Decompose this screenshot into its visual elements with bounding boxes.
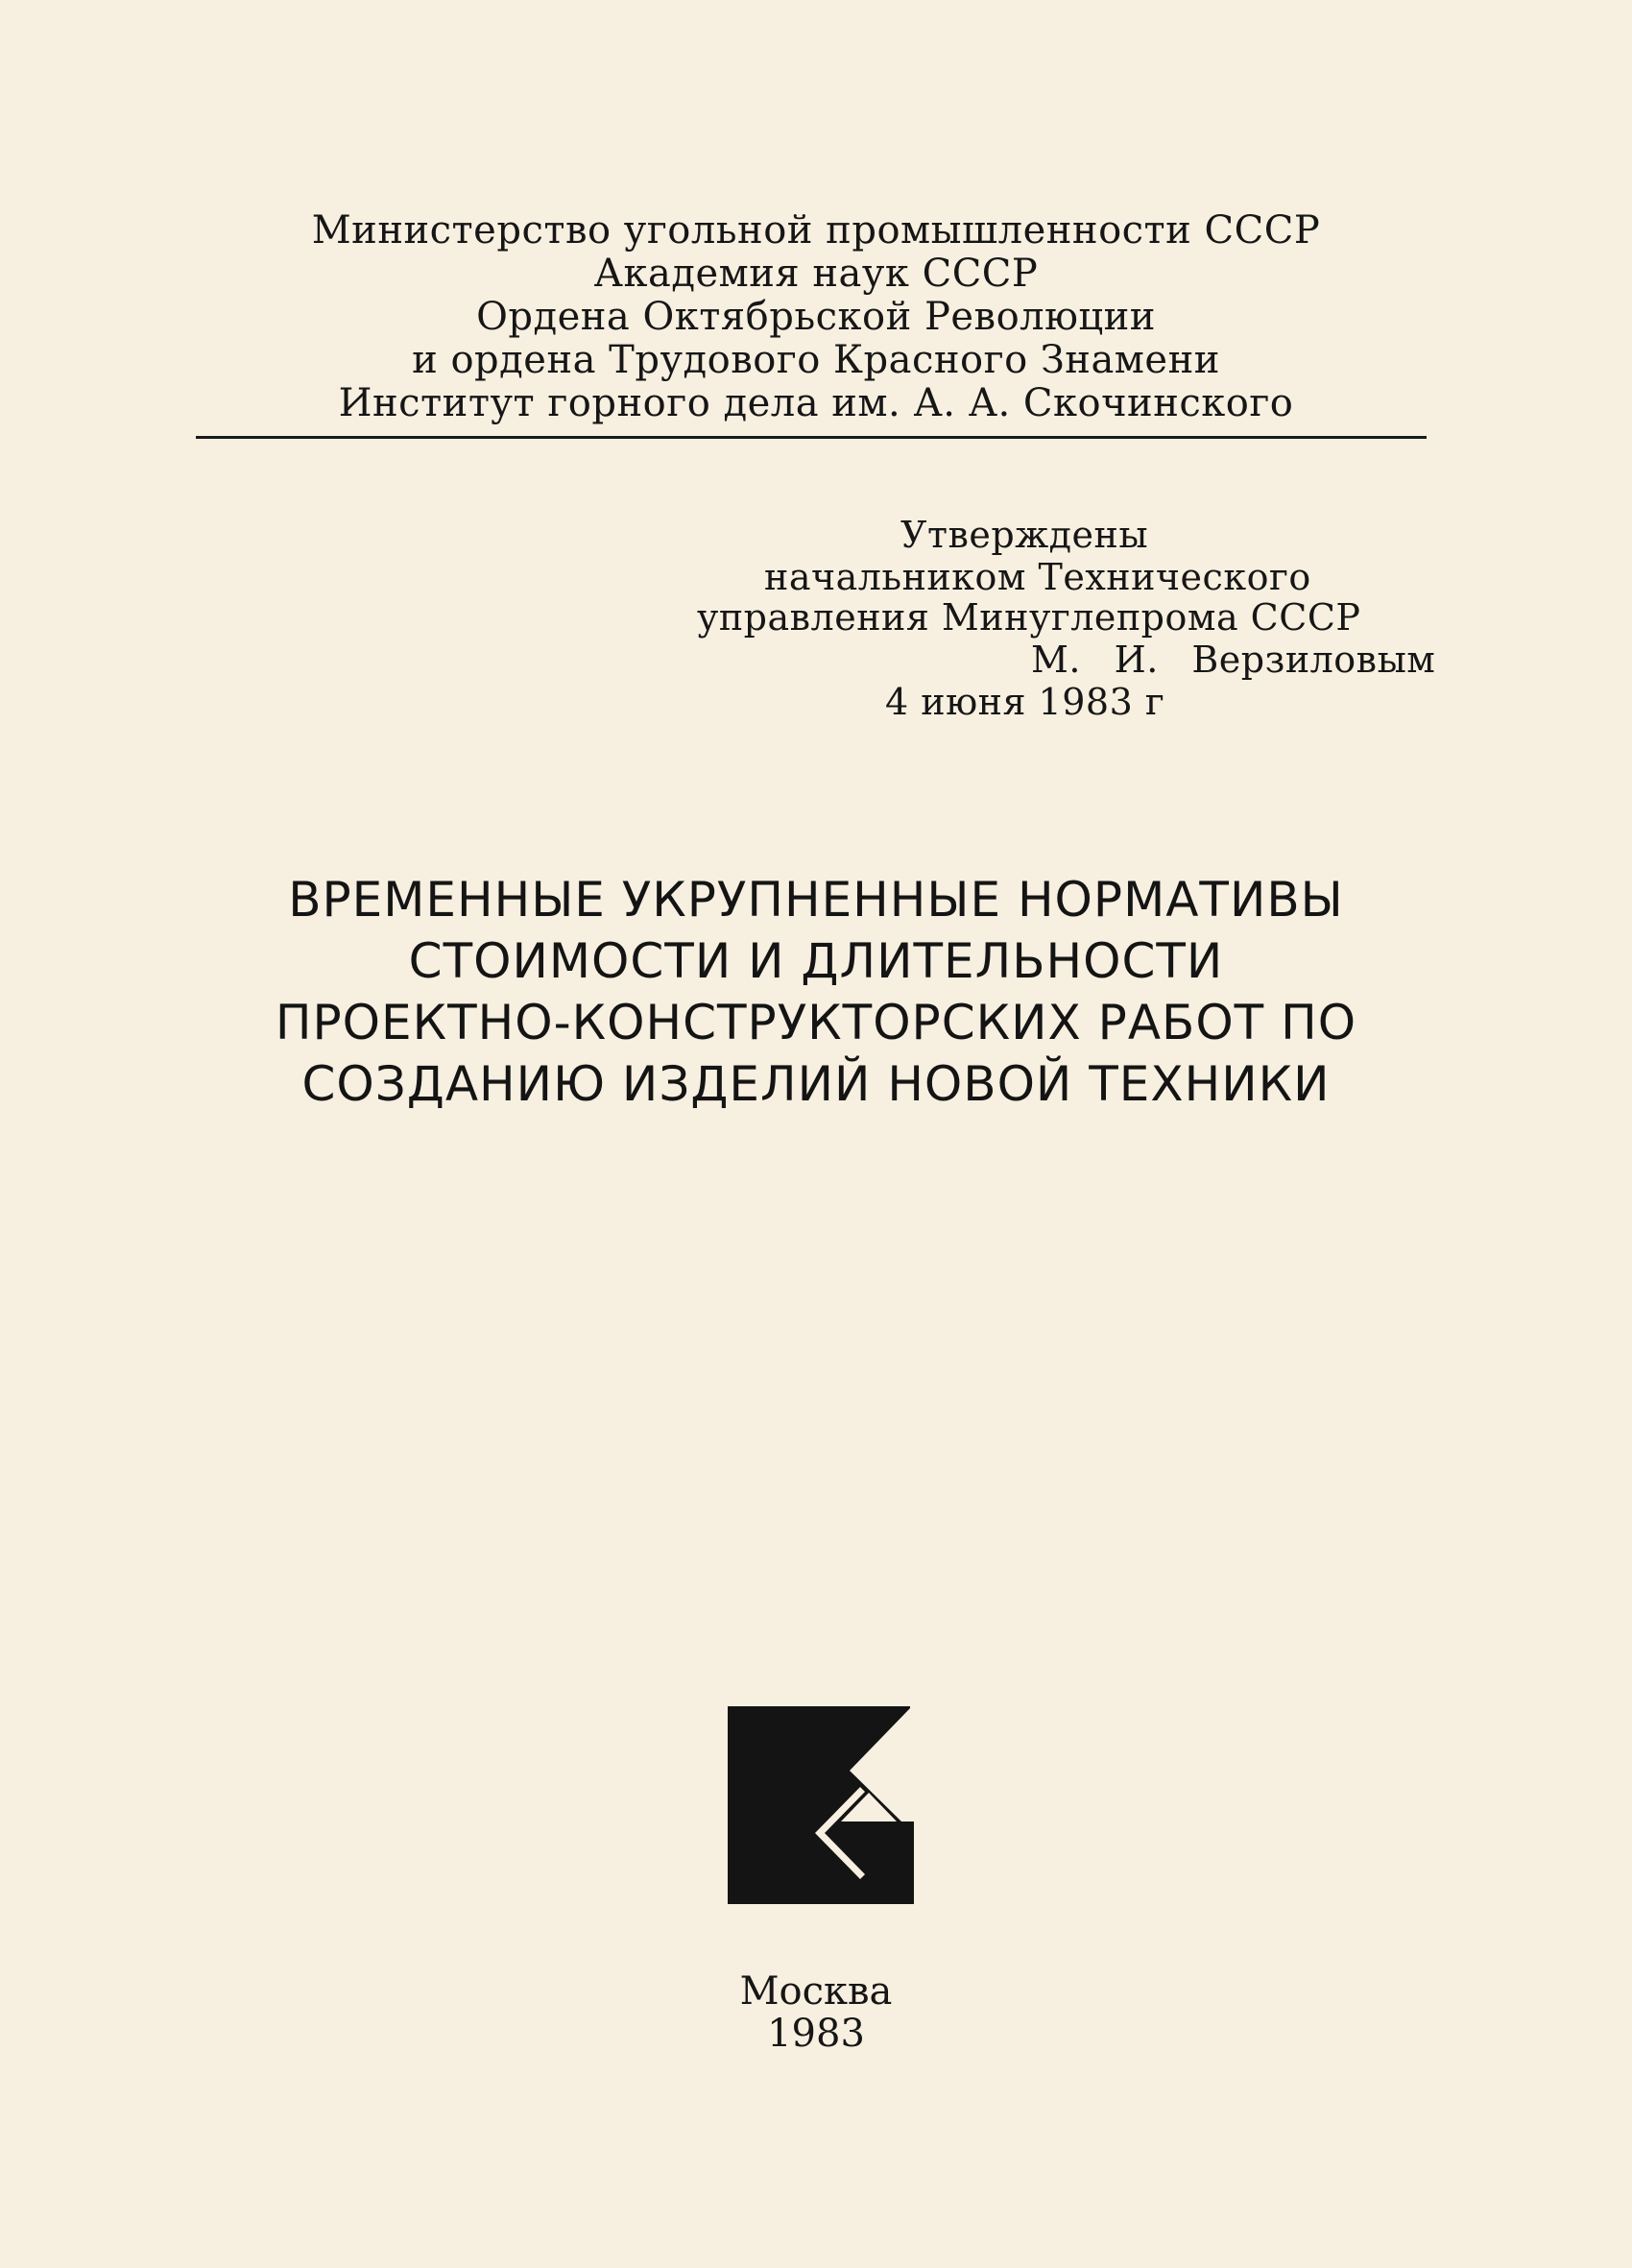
imprint-year: 1983 bbox=[767, 2012, 865, 2056]
organization-header bbox=[192, 209, 1440, 425]
title-line-1: ВРЕМЕННЫЕ УКРУПНЕННЫЕ НОРМАТИВЫ bbox=[288, 872, 1344, 928]
institute-line: Институт горного дела им. А. А. Скочинского bbox=[338, 381, 1294, 425]
logo-mark bbox=[728, 1706, 914, 1904]
imprint bbox=[672, 1970, 960, 2055]
approval-line-date: 4 июня 1983 г bbox=[885, 681, 1165, 723]
header-divider bbox=[196, 436, 1427, 439]
ministry-line: Министерство угольной промышленности СССР bbox=[311, 208, 1321, 253]
approval-line-position: начальником Технического bbox=[764, 556, 1311, 598]
title-line-2: СТОИМОСТИ И ДЛИТЕЛЬНОСТИ bbox=[408, 933, 1224, 989]
approval-line-approved: Утверждены bbox=[900, 514, 1149, 556]
academy-line: Академия наук СССР bbox=[593, 252, 1039, 296]
approval-line-department: управления Минуглепрома СССР bbox=[697, 596, 1361, 639]
order-line-2: и ордена Трудового Красного Знамени bbox=[412, 338, 1220, 382]
title-line-3: ПРОЕКТНО-КОНСТРУКТОРСКИХ РАБОТ ПО bbox=[275, 995, 1357, 1050]
imprint-city: Москва bbox=[739, 1969, 893, 2014]
order-line-1: Ордена Октябрьской Революции bbox=[476, 295, 1156, 339]
approval-line-signatory: М. И. Верзиловым bbox=[1031, 639, 1436, 681]
title-line-4: СОЗДАНИЮ ИЗДЕЛИЙ НОВОЙ ТЕХНИКИ bbox=[301, 1056, 1331, 1112]
document-title bbox=[192, 869, 1440, 1115]
publisher-logo-icon bbox=[728, 1706, 916, 1904]
